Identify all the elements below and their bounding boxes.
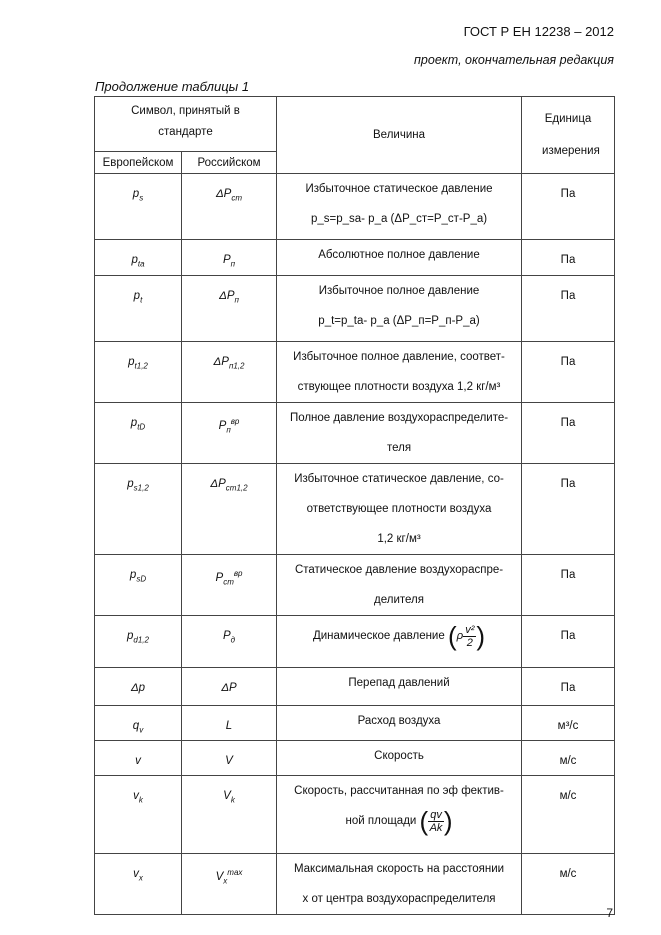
quantity-cell bbox=[277, 616, 522, 668]
european-symbol: $v_x$ bbox=[95, 854, 182, 915]
quantity-cell bbox=[277, 174, 522, 240]
european-symbol: v bbox=[95, 741, 182, 776]
quantity-line: Полное давление воздухораспределите- bbox=[289, 412, 509, 424]
russian-symbol: $\Delta P_п$ bbox=[182, 276, 277, 342]
edition-note: проект, окончательная редакция bbox=[414, 53, 614, 67]
quantity-line: Избыточное статическое давление bbox=[305, 183, 493, 195]
european-symbol: $q_v$ bbox=[95, 706, 182, 741]
quantity-line: p_t=p_ta- p_a (ΔP_п=P_п-P_a) bbox=[318, 315, 480, 327]
european-symbol: $p_{t1,2}$ bbox=[95, 342, 182, 403]
unit-cell: м/с bbox=[522, 776, 615, 854]
table-row bbox=[95, 403, 615, 464]
european-symbol: $p_{d1,2}$ bbox=[95, 616, 182, 668]
quantity-line: Избыточное полное давление, соответ- bbox=[293, 351, 505, 363]
quantity-line: Скорость, рассчитанная по эф фектив- bbox=[294, 785, 504, 797]
unit-cell: м³/с bbox=[522, 706, 615, 741]
unit-cell: м/с bbox=[522, 741, 615, 776]
table-row bbox=[95, 464, 615, 555]
russian-symbol: $\Delta P_{п1,2}$ bbox=[182, 342, 277, 403]
quantity-cell bbox=[277, 776, 522, 854]
quantity-line: Перепад давлений bbox=[348, 677, 450, 689]
quantity-line: Избыточное полное давление bbox=[318, 285, 480, 297]
table-row bbox=[95, 342, 615, 403]
russian-symbol: $V_k$ bbox=[182, 776, 277, 854]
header-unit: Единица измерения bbox=[522, 97, 615, 174]
european-symbol: $p_{sD}$ bbox=[95, 555, 182, 616]
header-european: Европейском bbox=[95, 152, 182, 174]
quantity-line: Избыточное статическое давление, со- bbox=[294, 473, 504, 485]
russian-symbol: V bbox=[182, 741, 277, 776]
unit-cell: Па bbox=[522, 464, 615, 555]
table-row bbox=[95, 776, 615, 854]
quantity-cell bbox=[277, 555, 522, 616]
quantity-cell bbox=[277, 706, 522, 741]
header-quantity: Величина bbox=[277, 97, 522, 174]
unit-cell: м/с bbox=[522, 854, 615, 915]
russian-symbol: $\Delta P_{ст1,2}$ bbox=[182, 464, 277, 555]
quantity-line: теля bbox=[386, 442, 412, 454]
header-symbol: Символ, принятый в стандарте bbox=[95, 97, 277, 152]
table-row bbox=[95, 555, 615, 616]
russian-symbol: $P_{ст}^{вр}$ bbox=[182, 555, 277, 616]
document-number: ГОСТ Р ЕН 12238 – 2012 bbox=[463, 24, 614, 39]
table-row bbox=[95, 706, 615, 741]
russian-symbol: $P_п^{вр}$ bbox=[182, 403, 277, 464]
quantity-line: Скорость bbox=[374, 750, 424, 762]
quantity-cell bbox=[277, 276, 522, 342]
russian-symbol: $\Delta P_{ст}$ bbox=[182, 174, 277, 240]
table-row bbox=[95, 240, 615, 276]
quantity-cell bbox=[277, 668, 522, 706]
table-row bbox=[95, 668, 615, 706]
header-russian: Российском bbox=[182, 152, 277, 174]
quantity-line: Абсолютное полное давление bbox=[318, 249, 480, 261]
quantity-line: p_s=p_sa- p_a (ΔP_ст=P_ст-P_a) bbox=[310, 213, 488, 225]
european-symbol: $p_{s1,2}$ bbox=[95, 464, 182, 555]
unit-cell: Па bbox=[522, 403, 615, 464]
russian-symbol: $V_x^{max}$ bbox=[182, 854, 277, 915]
unit-cell: Па bbox=[522, 616, 615, 668]
quantity-cell bbox=[277, 854, 522, 915]
quantity-line: ответствующее плотности воздуха bbox=[306, 503, 492, 515]
european-symbol: $p_{tD}$ bbox=[95, 403, 182, 464]
unit-cell: Па bbox=[522, 555, 615, 616]
unit-cell: Па bbox=[522, 342, 615, 403]
quantity-line: делителя bbox=[374, 594, 424, 606]
page-number: 7 bbox=[606, 906, 613, 920]
quantity-line: ной площади ( $\frac{qv}{Ak}$ ) bbox=[345, 806, 453, 836]
unit-cell: Па bbox=[522, 668, 615, 706]
table-row bbox=[95, 174, 615, 240]
quantity-cell bbox=[277, 741, 522, 776]
quantity-cell bbox=[277, 403, 522, 464]
european-symbol: Δp bbox=[95, 668, 182, 706]
russian-symbol: $P_п$ bbox=[182, 240, 277, 276]
unit-cell: Па bbox=[522, 240, 615, 276]
unit-cell: Па bbox=[522, 174, 615, 240]
russian-symbol: L bbox=[182, 706, 277, 741]
european-symbol: $p_{ta}$ bbox=[95, 240, 182, 276]
quantity-line: 1,2 кг/м³ bbox=[377, 533, 421, 545]
table-row bbox=[95, 741, 615, 776]
russian-symbol: $P_д$ bbox=[182, 616, 277, 668]
table-row bbox=[95, 854, 615, 915]
table-caption: Продолжение таблицы 1 bbox=[95, 79, 250, 94]
symbols-table bbox=[94, 96, 615, 915]
european-symbol: $p_s$ bbox=[95, 174, 182, 240]
quantity-cell bbox=[277, 342, 522, 403]
quantity-cell bbox=[277, 240, 522, 276]
quantity-line: Максимальная скорость на расстоянии bbox=[293, 863, 505, 875]
quantity-line: ствующее плотности воздуха 1,2 кг/м³ bbox=[297, 381, 501, 393]
table-row bbox=[95, 276, 615, 342]
european-symbol: $v_k$ bbox=[95, 776, 182, 854]
quantity-line: Статическое давление воздухораспре- bbox=[294, 564, 504, 576]
quantity-line: x от центра воздухораспределителя bbox=[302, 893, 496, 905]
quantity-line: Динамическое давление (ρ $\frac{\text{v²}}{2}$ ) bbox=[312, 621, 486, 651]
russian-symbol: ΔP bbox=[182, 668, 277, 706]
unit-cell: Па bbox=[522, 276, 615, 342]
quantity-cell bbox=[277, 464, 522, 555]
european-symbol: $p_t$ bbox=[95, 276, 182, 342]
table-row bbox=[95, 616, 615, 668]
quantity-line: Расход воздуха bbox=[357, 715, 441, 727]
